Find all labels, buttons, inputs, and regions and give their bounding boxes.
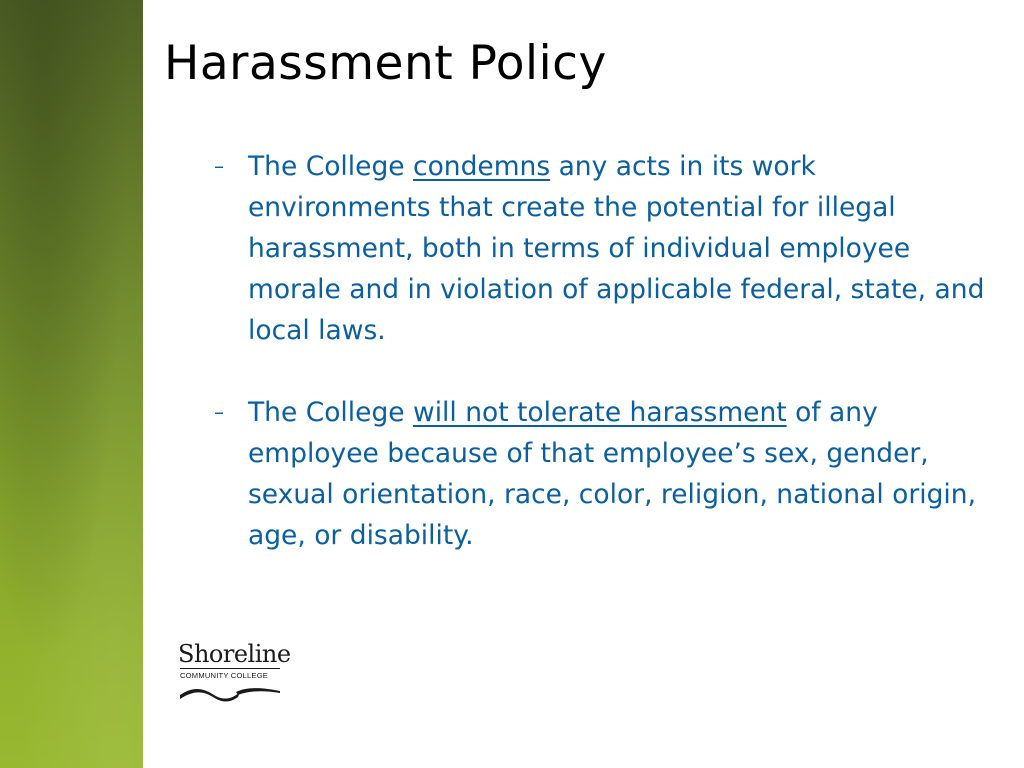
bullet-text-start: The College xyxy=(248,397,414,428)
dash-icon: – xyxy=(214,154,224,178)
bullet-list xyxy=(214,146,994,597)
wave-icon xyxy=(180,685,280,703)
bullet-item-condemns xyxy=(214,146,994,351)
underlined-emphasis: condemns xyxy=(413,151,551,182)
bullet-text-end: any acts in its work environments that create the potential for illegal harassment, both in terms of individual employee morale and in violation of applicable federal, state, and local laws. xyxy=(248,151,985,346)
underlined-emphasis: will not tolerate harassment xyxy=(413,397,787,428)
logo-name: Shoreline xyxy=(178,640,291,668)
bullet-text-end: of any employee because of that employee’s sex, gender, sexual orientation, race, color, religion, national origin, age, or disability. xyxy=(248,397,976,551)
bullet-item-will-not-tolerate xyxy=(214,392,994,556)
bullet-text-start: The College xyxy=(248,151,414,182)
dash-icon: – xyxy=(214,400,224,424)
logo-divider xyxy=(180,668,280,669)
shoreline-logo xyxy=(178,640,291,705)
slide-title: Harassment Policy xyxy=(164,36,607,91)
logo-subtitle: COMMUNITY COLLEGE xyxy=(180,671,269,680)
decorative-sidebar xyxy=(0,0,143,768)
